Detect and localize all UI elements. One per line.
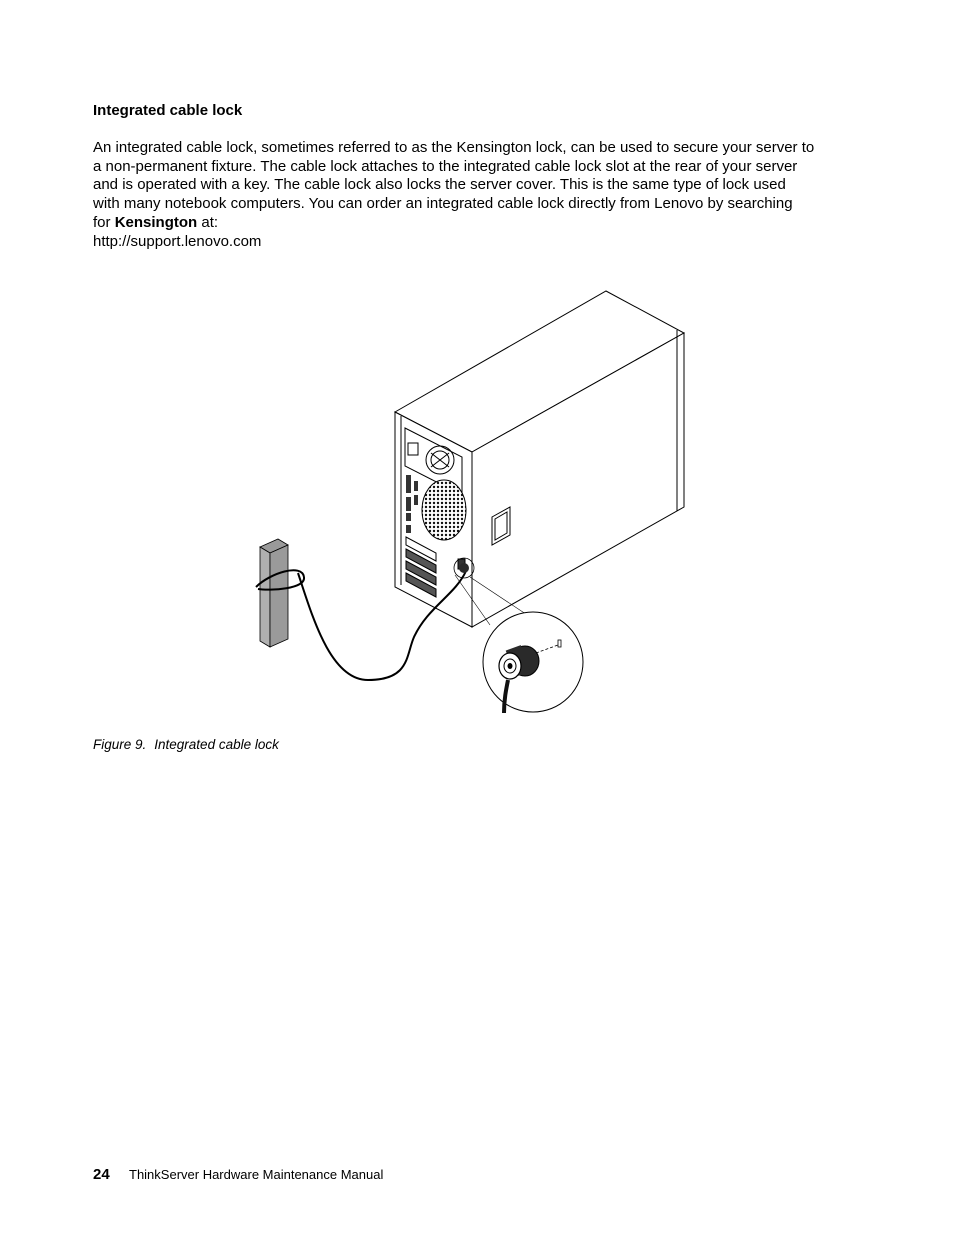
server-cable-lock-illustration [240, 285, 700, 720]
page-number: 24 [93, 1166, 110, 1183]
kensington-term: Kensington [114, 213, 198, 231]
section-heading: Integrated cable lock [93, 102, 243, 119]
manual-title: ThinkServer Hardware Maintenance Manual [129, 1167, 384, 1182]
figure-caption [93, 737, 279, 752]
last-line-prefix: for [93, 213, 115, 231]
paragraph-line: a non-permanent fixture. The cable lock attaches to the integrated cable lock slot at the rear of your server [93, 157, 798, 175]
figure-integrated-cable-lock [240, 285, 700, 720]
caption-label: Figure 9. [93, 737, 147, 752]
support-url[interactable]: http://support.lenovo.com [93, 233, 262, 250]
paragraph-line: with many notebook computers. You can order an integrated cable lock directly from Lenovo by searching [93, 195, 793, 213]
body-paragraph [93, 139, 863, 233]
caption-text: Integrated cable lock [154, 737, 279, 752]
paragraph-line: An integrated cable lock, sometimes referred to as the Kensington lock, can be used to secure your server to [93, 139, 815, 156]
paragraph-last-line [93, 214, 863, 233]
paragraph-line: and is operated with a key. The cable lock also locks the server cover. This is the same type of lock used [93, 176, 786, 194]
rear-fan-grill [422, 480, 466, 540]
last-line-suffix: at: [197, 213, 219, 231]
page-footer [93, 1166, 383, 1183]
lock-head-small [459, 563, 469, 573]
fixture-post [260, 539, 288, 647]
